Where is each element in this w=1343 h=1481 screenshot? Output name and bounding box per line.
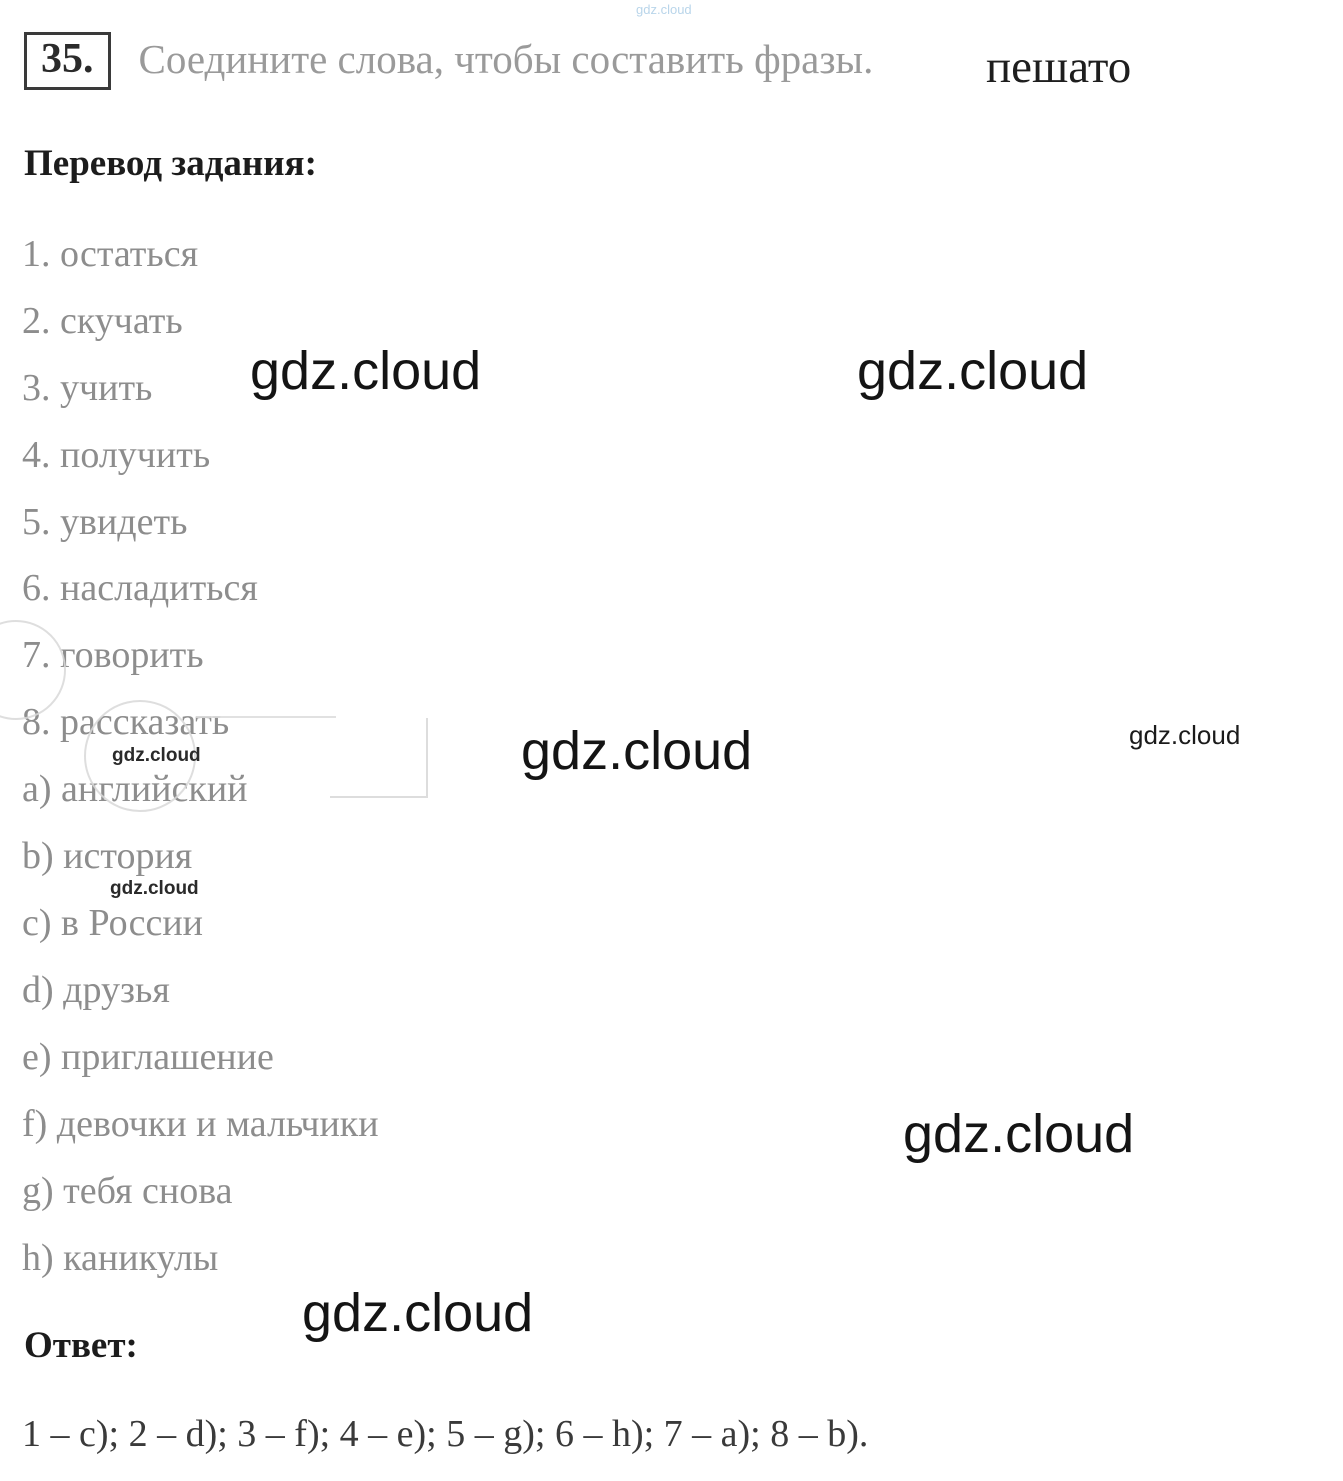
list-item: h) каникулы	[22, 1237, 219, 1279]
watermark: gdz.cloud	[521, 721, 753, 781]
watermark: gdz.cloud	[110, 878, 199, 899]
exercise-number: 35.	[24, 32, 111, 90]
translation-title: Перевод задания:	[24, 143, 317, 184]
list-item: d) друзья	[22, 969, 170, 1011]
list-item: 7. говорить	[22, 634, 204, 676]
list-item: 2. скучать	[22, 300, 183, 342]
watermark: gdz.cloud	[302, 1283, 534, 1343]
list-item: a) английский	[22, 768, 248, 810]
scribble-artifact	[196, 716, 336, 718]
list-item: 3. учить	[22, 367, 153, 409]
watermark: gdz.cloud	[250, 341, 482, 401]
list-item: 5. увидеть	[22, 501, 188, 543]
list-item: e) приглашение	[22, 1036, 274, 1078]
watermark: gdz.cloud	[903, 1104, 1135, 1164]
list-item: 8. рассказать	[22, 701, 230, 743]
list-item: 6. насладиться	[22, 567, 258, 609]
list-item: c) в России	[22, 902, 204, 944]
list-item: 4. получить	[22, 434, 211, 476]
exercise-header	[24, 32, 873, 90]
watermark-tiny-top: gdz.cloud	[636, 2, 692, 17]
list-item: g) тебя снова	[22, 1170, 233, 1212]
list-item: f) девочки и мальчики	[22, 1103, 379, 1145]
list-item: b) история	[22, 835, 193, 877]
overlapping-word: пешато	[986, 41, 1132, 93]
answer-title: Ответ:	[24, 1325, 138, 1366]
exercise-task-text: Соедините слова, чтобы составить фразы.	[138, 36, 874, 82]
list-item: 1. остаться	[22, 233, 199, 275]
watermark: gdz.cloud	[1129, 720, 1241, 750]
scribble-artifact	[330, 718, 428, 798]
answer-text: 1 – c); 2 – d); 3 – f); 4 – e); 5 – g); 6 – h); 7 – a); 8 – b).	[22, 1413, 869, 1455]
watermark: gdz.cloud	[112, 745, 201, 766]
watermark: gdz.cloud	[857, 341, 1089, 401]
